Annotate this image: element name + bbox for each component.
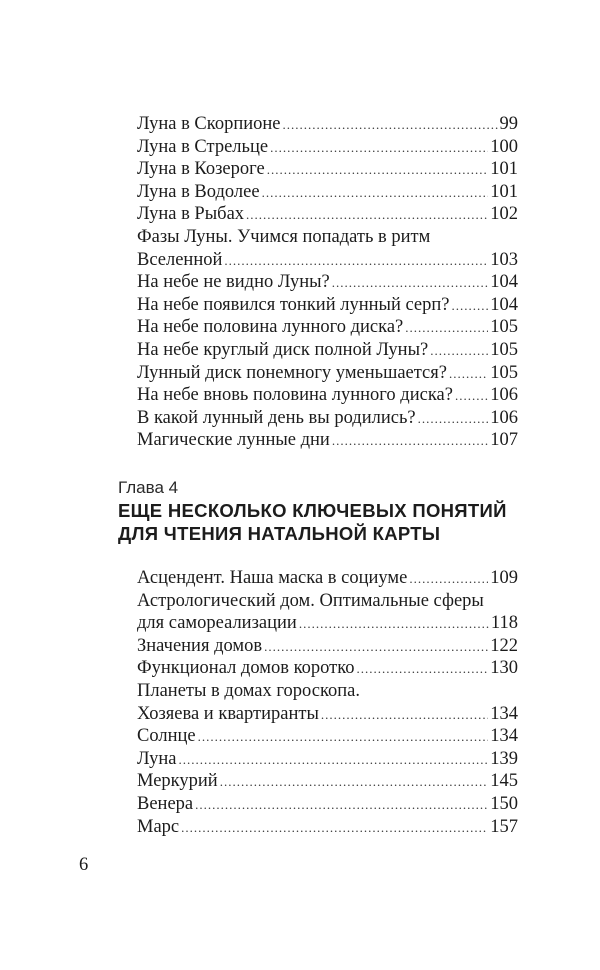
toc-entry-page-number: 101 — [490, 159, 518, 180]
toc-entry-page-number: 100 — [490, 136, 518, 157]
dot-leader — [262, 182, 489, 205]
toc-entry-page-number: 104 — [490, 272, 518, 293]
toc-entry — [137, 158, 518, 181]
toc-entry-label: Венера — [137, 793, 194, 814]
toc-entry-label: Луна в Рыбах — [137, 204, 245, 225]
toc-entry-page-number: 145 — [490, 771, 518, 792]
dot-leader — [452, 295, 489, 318]
dot-leader — [405, 317, 488, 340]
dot-leader — [181, 817, 488, 840]
toc-entry-label: В какой лунный день вы родились? — [137, 407, 416, 428]
toc-entry — [137, 316, 518, 339]
toc-entry-label: Значения домов — [137, 635, 263, 656]
toc-entry-label: Луна в Водолее — [137, 181, 260, 202]
toc-entry-label: На небе круглый диск полной Луны? — [137, 339, 429, 360]
toc-entry — [137, 181, 518, 204]
toc-entry — [137, 271, 518, 294]
toc-entry-page-number: 150 — [490, 793, 518, 814]
toc-entry — [137, 657, 518, 680]
toc-entry-title-line: Фазы Луны. Учимся попадать в ритм — [137, 226, 431, 247]
toc-entry-page-number: 109 — [490, 568, 518, 588]
toc-entry-page-number: 106 — [490, 407, 518, 428]
dot-leader — [246, 204, 488, 227]
toc-entry — [137, 770, 518, 793]
toc-entry — [137, 384, 518, 407]
dot-leader — [418, 408, 489, 431]
dot-leader — [224, 250, 488, 273]
dot-leader — [178, 749, 488, 772]
dot-leader — [299, 613, 489, 636]
toc-entry — [137, 793, 518, 816]
toc-entry-title-line: Планеты в домах гороскопа. — [137, 680, 360, 701]
dot-leader — [455, 385, 488, 408]
dot-leader — [430, 340, 488, 363]
toc-entry-label: Меркурий — [137, 771, 218, 792]
toc-entry — [137, 725, 518, 748]
toc-entry — [137, 203, 518, 226]
dot-leader — [357, 658, 489, 681]
toc-entry-page-number: 102 — [490, 204, 518, 225]
toc-section-top — [137, 113, 518, 452]
toc-entry-label: На небе не видно Луны? — [137, 272, 330, 293]
toc-entry-label: Марс — [137, 816, 180, 837]
toc-entry-page-number: 105 — [490, 317, 518, 338]
toc-entry — [137, 567, 518, 590]
toc-entry — [137, 816, 518, 839]
toc-entry-label: Асцендент. Наша маска в социуме — [137, 568, 408, 588]
toc-entry-page-number: 134 — [490, 726, 518, 747]
dot-leader — [220, 771, 489, 794]
toc-entry — [137, 339, 518, 362]
dot-leader — [282, 114, 497, 137]
toc-entry-label: Луна — [137, 748, 177, 769]
toc-entry — [137, 612, 518, 635]
toc-entry-label: На небе вновь половина лунного диска? — [137, 385, 453, 406]
toc-entry-page-number: 106 — [490, 385, 518, 406]
toc-entry-page-number: 99 — [499, 114, 518, 134]
dot-leader — [321, 704, 488, 727]
toc-entry — [137, 635, 518, 658]
toc-entry-label: для самореализации — [137, 613, 297, 634]
toc-entry — [137, 294, 518, 317]
dot-leader — [267, 159, 489, 182]
toc-entry-label: Луна в Козероге — [137, 159, 265, 180]
toc-entry-page-number: 157 — [490, 816, 518, 837]
toc-entry-page-number: 107 — [490, 430, 518, 451]
chapter-title-line: ДЛЯ ЧТЕНИЯ НАТАЛЬНОЙ КАРТЫ — [118, 523, 441, 544]
toc-entry-page-number: 134 — [490, 703, 518, 724]
toc-entry-label: Вселенной — [137, 249, 223, 270]
toc-entry — [137, 113, 518, 136]
toc-section-bottom — [137, 567, 518, 838]
toc-entry-page-number: 139 — [490, 748, 518, 769]
toc-entry-label: Магические лунные дни — [137, 430, 330, 451]
toc-entry-label: Функционал домов коротко — [137, 658, 355, 679]
toc-entry-page-number: 122 — [490, 635, 518, 656]
dot-leader — [332, 430, 488, 453]
toc-entry-page-number: 130 — [490, 658, 518, 679]
toc-entry — [137, 136, 518, 159]
toc-entry-page-number: 118 — [490, 613, 518, 634]
toc-entry — [137, 748, 518, 771]
toc-entry-label: Луна в Скорпионе — [137, 114, 281, 134]
chapter-title-line: ЕЩЕ НЕСКОЛЬКО КЛЮЧЕВЫХ ПОНЯТИЙ — [118, 500, 507, 521]
toc-entry-page-number: 101 — [490, 181, 518, 202]
chapter-label: Глава 4 — [118, 478, 179, 497]
toc-entry — [137, 429, 518, 452]
toc-entry — [137, 407, 518, 430]
dot-leader — [195, 794, 488, 817]
toc-entry-label: Лунный диск понемногу уменьшается? — [137, 362, 447, 383]
dot-leader — [270, 137, 488, 160]
toc-entry-label: Хозяева и квартиранты — [137, 703, 319, 724]
toc-entry-title-line: Астрологический дом. Оптимальные сферы — [137, 590, 484, 611]
toc-entry — [137, 703, 518, 726]
chapter-title — [118, 499, 518, 545]
dot-leader — [409, 568, 488, 591]
toc-entry-label: На небе появился тонкий лунный серп? — [137, 294, 450, 315]
toc-entry-page-number: 103 — [490, 249, 518, 270]
dot-leader — [264, 636, 488, 659]
toc-entry — [137, 362, 518, 385]
dot-leader — [198, 726, 489, 749]
toc-entry-page-number: 104 — [490, 294, 518, 315]
toc-entry-label: Луна в Стрельце — [137, 136, 269, 157]
toc-entry — [137, 249, 518, 272]
page-number: 6 — [79, 855, 89, 875]
toc-entry-label: На небе половина лунного диска? — [137, 317, 404, 338]
dot-leader — [332, 272, 488, 295]
dot-leader — [449, 363, 488, 386]
toc-entry-page-number: 105 — [490, 362, 518, 383]
toc-entry-page-number: 105 — [490, 339, 518, 360]
toc-entry-label: Солнце — [137, 726, 196, 747]
